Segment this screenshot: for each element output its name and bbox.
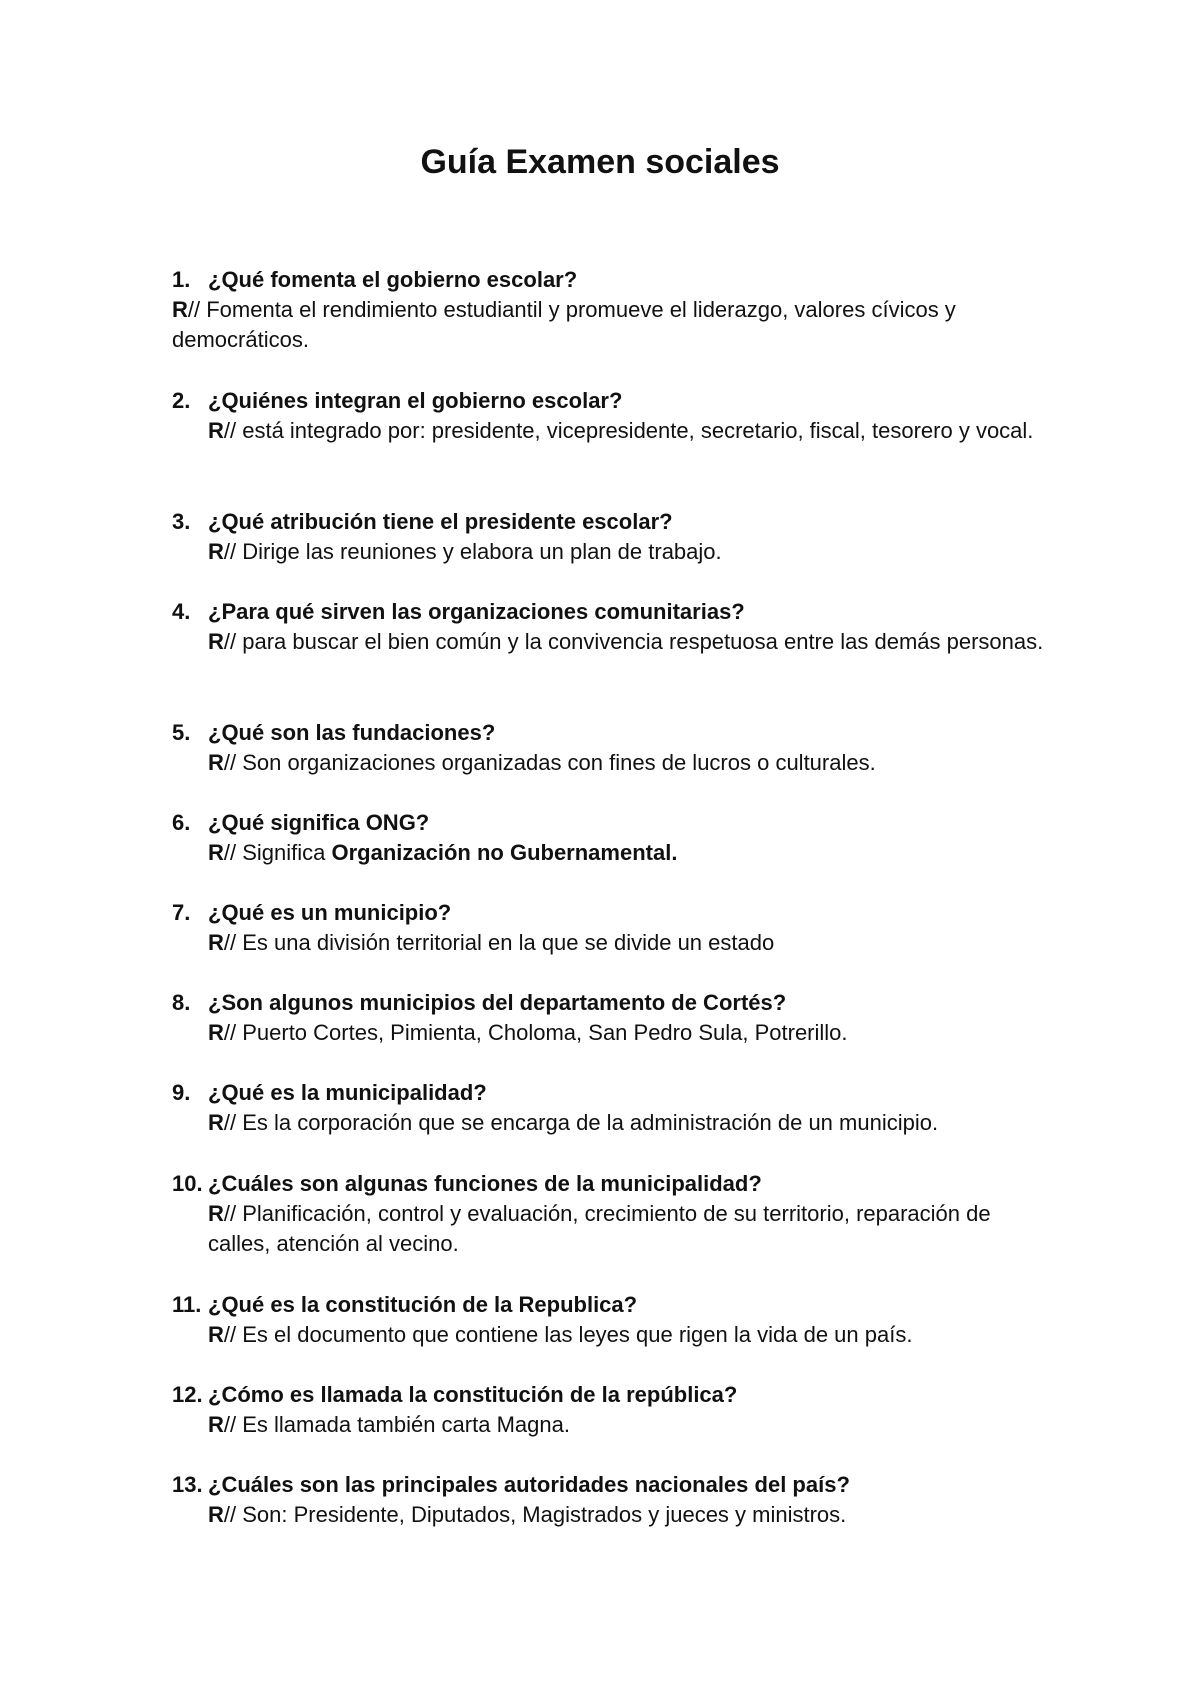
question-text: ¿Qué es la municipalidad? <box>208 1080 487 1105</box>
qa-item <box>172 1470 1052 1530</box>
question-number: 4. <box>172 599 191 624</box>
question-text: ¿Cuáles son algunas funciones de la municipalidad? <box>208 1171 762 1196</box>
question <box>172 1380 1052 1410</box>
question <box>172 1470 1052 1500</box>
question <box>172 597 1052 627</box>
answer <box>172 928 1052 958</box>
qa-item <box>172 1078 1052 1138</box>
question-number: 6. <box>172 810 191 835</box>
answer-marker: R <box>208 629 224 654</box>
question <box>172 898 1052 928</box>
question-number: 5. <box>172 720 191 745</box>
answer <box>172 537 1052 567</box>
question-text: ¿Qué atribución tiene el presidente escolar? <box>208 509 673 534</box>
answer <box>172 838 1052 868</box>
question-text: ¿Para qué sirven las organizaciones comunitarias? <box>208 599 745 624</box>
answer-text: // Dirige las reuniones y elabora un plan de trabajo. <box>223 539 722 564</box>
question <box>172 808 1052 838</box>
question-number: 11. <box>172 1292 202 1317</box>
answer <box>172 295 1052 355</box>
question <box>172 1290 1052 1320</box>
qa-item <box>172 988 1052 1048</box>
question-text: ¿Qué son las fundaciones? <box>208 720 496 745</box>
answer-marker: R <box>172 297 188 322</box>
answer-text: // Fomenta el rendimiento estudiantil y promueve el liderazgo, valores cívicos y democráticos. <box>172 297 956 352</box>
question-text: ¿Cuáles son las principales autoridades nacionales del país? <box>208 1472 850 1497</box>
question-text: ¿Qué es la constitución de la Republica? <box>208 1292 638 1317</box>
question <box>172 718 1052 748</box>
answer <box>172 1320 1052 1350</box>
answer-text: // para buscar el bien común y la convivencia respetuosa entre las demás personas. <box>223 629 1044 654</box>
question-text: ¿Qué fomenta el gobierno escolar? <box>208 267 578 292</box>
answer-text: // Es llamada también carta Magna. <box>223 1412 570 1437</box>
question-number: 1. <box>172 267 191 292</box>
question-number: 13. <box>172 1472 203 1497</box>
qa-item <box>172 507 1052 567</box>
answer-marker: R <box>208 1110 224 1135</box>
qa-item <box>172 808 1052 868</box>
qa-item <box>172 1380 1052 1440</box>
question-text: ¿Cómo es llamada la constitución de la república? <box>208 1382 738 1407</box>
answer <box>172 748 1052 778</box>
question-number: 10. <box>172 1171 203 1196</box>
qa-item <box>172 718 1052 778</box>
answer <box>172 1199 1052 1259</box>
answer-text: // Es una división territorial en la que se divide un estado <box>223 930 775 955</box>
answer-text: // Planificación, control y evaluación, crecimiento de su territorio, reparación de calles, atención al vecino. <box>208 1201 991 1256</box>
question <box>172 507 1052 537</box>
question-number: 9. <box>172 1080 191 1105</box>
answer <box>172 1108 1052 1138</box>
answer-text: // Son organizaciones organizadas con fines de lucros o culturales. <box>223 750 876 775</box>
question <box>172 1169 1052 1199</box>
question-text: ¿Son algunos municipios del departamento de Cortés? <box>208 990 787 1015</box>
answer <box>172 1500 1052 1530</box>
answer-marker: R <box>208 539 224 564</box>
answer-text: // Es la corporación que se encarga de la administración de un municipio. <box>223 1110 939 1135</box>
answer-marker: R <box>208 1412 224 1437</box>
question <box>172 1078 1052 1108</box>
question <box>172 265 1052 295</box>
answer-marker: R <box>208 1502 224 1527</box>
qa-item <box>172 265 1052 355</box>
question-number: 3. <box>172 509 191 534</box>
qa-item <box>172 898 1052 958</box>
qa-item <box>172 1169 1052 1259</box>
page-title: Guía Examen sociales <box>420 143 780 181</box>
answer <box>172 416 1052 446</box>
question-text: ¿Qué significa ONG? <box>208 810 430 835</box>
answer-marker: R <box>208 1020 224 1045</box>
qa-item <box>172 386 1052 446</box>
qa-item <box>172 597 1052 657</box>
question-number: 12. <box>172 1382 203 1407</box>
answer-marker: R <box>208 1322 224 1347</box>
answer-text: // Puerto Cortes, Pimienta, Choloma, San Pedro Sula, Potrerillo. <box>223 1020 848 1045</box>
question-number: 2. <box>172 388 191 413</box>
answer-marker: R <box>208 930 224 955</box>
question-text: ¿Qué es un municipio? <box>208 900 452 925</box>
answer-text: // está integrado por: presidente, vicepresidente, secretario, fiscal, tesorero y vocal. <box>223 418 1034 443</box>
answer-text: // Significa <box>223 840 332 865</box>
answer <box>172 1018 1052 1048</box>
answer-emphasis: Organización no Gubernamental. <box>331 840 678 865</box>
qa-item <box>172 1290 1052 1350</box>
answer-marker: R <box>208 1201 224 1226</box>
question <box>172 988 1052 1018</box>
answer-text: // Es el documento que contiene las leyes que rigen la vida de un país. <box>223 1322 913 1347</box>
question-number: 8. <box>172 990 191 1015</box>
question <box>172 386 1052 416</box>
answer <box>172 1410 1052 1440</box>
question-text: ¿Quiénes integran el gobierno escolar? <box>208 388 623 413</box>
answer-marker: R <box>208 840 224 865</box>
question-number: 7. <box>172 900 191 925</box>
answer-marker: R <box>208 418 224 443</box>
answer-text: // Son: Presidente, Diputados, Magistrados y jueces y ministros. <box>223 1502 847 1527</box>
answer <box>172 627 1052 657</box>
answer-marker: R <box>208 750 224 775</box>
